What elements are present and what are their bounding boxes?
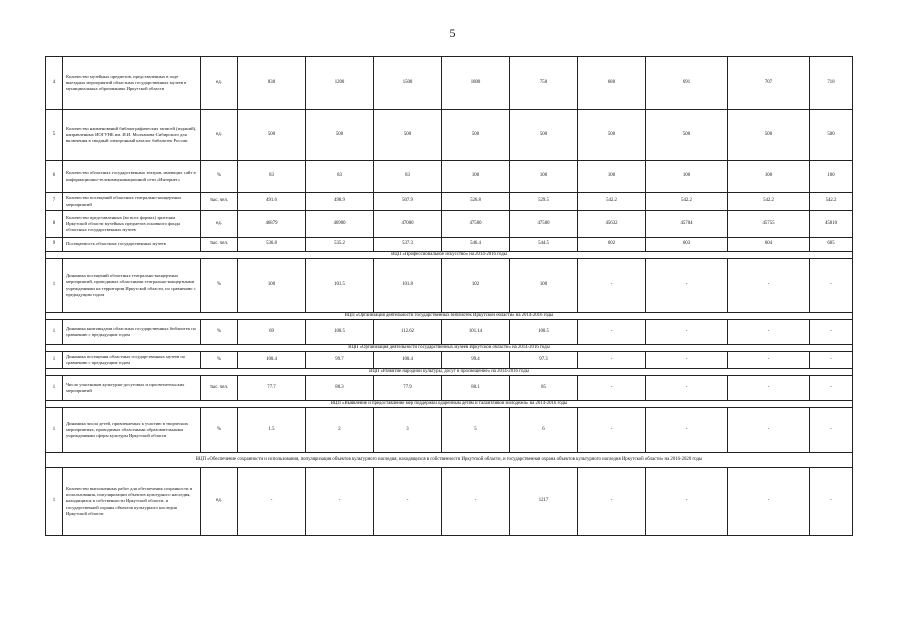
table-body bbox=[46, 57, 853, 536]
value-cell: - bbox=[306, 468, 374, 536]
value-cell: 100 bbox=[442, 161, 510, 193]
value-cell: 602 bbox=[578, 238, 646, 252]
value-cell: 1.5 bbox=[238, 408, 306, 453]
value-cell: - bbox=[810, 259, 853, 313]
value-cell: 80.1 bbox=[442, 376, 510, 401]
value-cell: - bbox=[238, 468, 306, 536]
value-cell: 2 bbox=[306, 408, 374, 453]
value-cell: - bbox=[728, 468, 810, 536]
value-cell: - bbox=[578, 408, 646, 453]
indicator-name: Динамика посещений областных театрально-концертных мероприятий, проводимых областными театрально-концертными учреждениями на территории Иркутской области, по сравнению с предыдущим годом bbox=[63, 259, 201, 313]
value-cell: - bbox=[810, 376, 853, 401]
value-cell: 542.2 bbox=[578, 193, 646, 211]
value-cell: 498.9 bbox=[306, 193, 374, 211]
value-cell: 542.2 bbox=[728, 193, 810, 211]
unit-cell: тыс. чел. bbox=[201, 193, 238, 211]
value-cell: 830 bbox=[238, 57, 306, 110]
value-cell: - bbox=[646, 352, 728, 369]
value-cell: 77.9 bbox=[374, 376, 442, 401]
section-header-row bbox=[46, 369, 853, 376]
section-header-row bbox=[46, 453, 853, 468]
unit-cell: ед. bbox=[201, 468, 238, 536]
table-row bbox=[46, 110, 853, 161]
value-cell: - bbox=[578, 468, 646, 536]
row-number: 1 bbox=[46, 259, 63, 313]
value-cell: - bbox=[646, 408, 728, 453]
indicator-name: Динамика книговыдачи областных государственных библиотек по сравнению с предыдущим годом bbox=[63, 320, 201, 345]
value-cell: - bbox=[442, 468, 510, 536]
value-cell: 500 bbox=[306, 110, 374, 161]
section-title: ВЦП «Организация деятельности государственных библиотек Иркутской области» на 2014-2016 годы bbox=[46, 313, 853, 320]
value-cell: - bbox=[646, 468, 728, 536]
unit-cell: ед. bbox=[201, 211, 238, 238]
value-cell: 491.6 bbox=[238, 193, 306, 211]
value-cell: 6 bbox=[510, 408, 578, 453]
table-row bbox=[46, 376, 853, 401]
value-cell: 80.3 bbox=[306, 376, 374, 401]
value-cell: 500 bbox=[728, 110, 810, 161]
value-cell: 500 bbox=[374, 110, 442, 161]
table-row bbox=[46, 320, 853, 345]
value-cell: 542.2 bbox=[646, 193, 728, 211]
indicator-name: Число участников культурно-досуговых и просветительских мероприятий bbox=[63, 376, 201, 401]
row-number: 1 bbox=[46, 408, 63, 453]
section-header-row bbox=[46, 345, 853, 352]
section-header-row bbox=[46, 401, 853, 408]
value-cell: 83 bbox=[238, 161, 306, 193]
value-cell: 718 bbox=[810, 57, 853, 110]
value-cell: 604 bbox=[728, 238, 810, 252]
value-cell: 100.5 bbox=[306, 320, 374, 345]
section-title: ВЦП «Развитие народной культуры, досуг и просвещение» на 2014-2016 годы bbox=[46, 369, 853, 376]
value-cell: 707 bbox=[728, 57, 810, 110]
indicator-name: Количество выполненных работ для обеспечения сохранности и использования, популяризации объектов культурного наследия, находящихся в собственности Иркутской области, и государственной охраны объектов культурного наследия Иркутской области bbox=[63, 468, 201, 536]
value-cell: 45755 bbox=[728, 211, 810, 238]
page-number: 5 bbox=[449, 26, 456, 40]
value-cell: 100.5 bbox=[510, 320, 578, 345]
table-row bbox=[46, 238, 853, 252]
value-cell: - bbox=[728, 259, 810, 313]
table-row bbox=[46, 57, 853, 110]
value-cell: 99.4 bbox=[442, 352, 510, 369]
value-cell: 546.4 bbox=[442, 238, 510, 252]
value-cell: 101.8 bbox=[374, 259, 442, 313]
value-cell: 535.2 bbox=[306, 238, 374, 252]
unit-cell: тыс. чел. bbox=[201, 238, 238, 252]
value-cell: - bbox=[374, 468, 442, 536]
row-number: 1 bbox=[46, 468, 63, 536]
indicator-name: Динамика посещения областных государственных музеев по сравнению с предыдущим годом bbox=[63, 352, 201, 369]
table-row bbox=[46, 468, 853, 536]
table-row bbox=[46, 259, 853, 313]
value-cell: 100 bbox=[810, 161, 853, 193]
value-cell: 102 bbox=[442, 259, 510, 313]
value-cell: 542.2 bbox=[810, 193, 853, 211]
table-row bbox=[46, 211, 853, 238]
value-cell: - bbox=[810, 408, 853, 453]
value-cell: 605 bbox=[810, 238, 853, 252]
section-header-row bbox=[46, 252, 853, 259]
row-number: 1 bbox=[46, 352, 63, 369]
value-cell: 1800 bbox=[442, 57, 510, 110]
value-cell: 100 bbox=[510, 161, 578, 193]
value-cell: - bbox=[646, 320, 728, 345]
value-cell: 47500 bbox=[510, 211, 578, 238]
value-cell: - bbox=[578, 259, 646, 313]
value-cell: 526.8 bbox=[442, 193, 510, 211]
indicator-name: Динамика числа детей, привлекаемых к участию в творческих мероприятиях, проводимых областными образовательными учреждениями сферы культуры Иркутской области bbox=[63, 408, 201, 453]
value-cell: - bbox=[810, 352, 853, 369]
value-cell: 45810 bbox=[810, 211, 853, 238]
value-cell: 83 bbox=[306, 161, 374, 193]
value-cell: 112.62 bbox=[374, 320, 442, 345]
row-number: 1 bbox=[46, 320, 63, 345]
row-number: 8 bbox=[46, 211, 63, 238]
row-number: 4 bbox=[46, 57, 63, 110]
value-cell: 680 bbox=[578, 57, 646, 110]
value-cell: 603 bbox=[646, 238, 728, 252]
value-cell: 77.7 bbox=[238, 376, 306, 401]
value-cell: 47000 bbox=[374, 211, 442, 238]
value-cell: - bbox=[728, 408, 810, 453]
value-cell: 500 bbox=[578, 110, 646, 161]
value-cell: 3 bbox=[374, 408, 442, 453]
value-cell: 47500 bbox=[442, 211, 510, 238]
value-cell: 46879 bbox=[238, 211, 306, 238]
indicator-name: Посещаемость областных государственных музеев bbox=[63, 238, 201, 252]
value-cell: - bbox=[646, 259, 728, 313]
value-cell: 750 bbox=[510, 57, 578, 110]
value-cell: 529.5 bbox=[510, 193, 578, 211]
indicator-name: Количество представленных (во всех формах) зрителям Иркутской области музейных предметов основного фонда областных государственных музеев bbox=[63, 211, 201, 238]
value-cell: - bbox=[728, 376, 810, 401]
unit-cell: % bbox=[201, 259, 238, 313]
section-title: ВЦП «Организация деятельности государственных музеев Иркутской области» на 2014-2016 годы bbox=[46, 345, 853, 352]
value-cell: 46900 bbox=[306, 211, 374, 238]
section-title: ВЦП «Обеспечение сохранности и использования, популяризация объектов культурного наследия, находящихся в собственности Иркутской области, и государственная охрана объектов культурного наследия Иркутской области» на 2016-2020 годы bbox=[46, 453, 853, 468]
value-cell: 101.14 bbox=[442, 320, 510, 345]
table-row bbox=[46, 408, 853, 453]
value-cell: 100 bbox=[238, 259, 306, 313]
row-number: 9 bbox=[46, 238, 63, 252]
value-cell: 45704 bbox=[646, 211, 728, 238]
value-cell: - bbox=[646, 376, 728, 401]
table-row bbox=[46, 161, 853, 193]
table-row bbox=[46, 352, 853, 369]
value-cell: 69 bbox=[238, 320, 306, 345]
value-cell: 100 bbox=[578, 161, 646, 193]
section-title: ВЦП «Профессиональное искусство» на 2014-2016 годы bbox=[46, 252, 853, 259]
row-number: 7 bbox=[46, 193, 63, 211]
value-cell: 100 bbox=[728, 161, 810, 193]
unit-cell: тыс. чел. bbox=[201, 376, 238, 401]
value-cell: 544.5 bbox=[510, 238, 578, 252]
value-cell: 100 bbox=[646, 161, 728, 193]
value-cell: 500 bbox=[646, 110, 728, 161]
value-cell: 1200 bbox=[306, 57, 374, 110]
indicator-name: Количество наименований библиографических записей (изданий), направленных ИОГУНБ им. И.И. Молчанова-Сибирского для включения в сводный электронный каталог библиотек России bbox=[63, 110, 201, 161]
value-cell: 537.3 bbox=[374, 238, 442, 252]
unit-cell: % bbox=[201, 161, 238, 193]
value-cell: - bbox=[578, 352, 646, 369]
value-cell: 97.3 bbox=[510, 352, 578, 369]
value-cell: 83 bbox=[374, 161, 442, 193]
value-cell: - bbox=[578, 320, 646, 345]
value-cell: 100.4 bbox=[238, 352, 306, 369]
value-cell: 536.8 bbox=[238, 238, 306, 252]
value-cell: - bbox=[728, 352, 810, 369]
indicator-name: Количество областных государственных театров, имеющих сайт в информационно-телекоммуникационной сети «Интернет» bbox=[63, 161, 201, 193]
value-cell: 691 bbox=[646, 57, 728, 110]
value-cell: 101.5 bbox=[306, 259, 374, 313]
row-number: 5 bbox=[46, 110, 63, 161]
value-cell: 85 bbox=[510, 376, 578, 401]
unit-cell: ед. bbox=[201, 110, 238, 161]
value-cell: - bbox=[810, 468, 853, 536]
value-cell: 99.7 bbox=[306, 352, 374, 369]
value-cell: 500 bbox=[442, 110, 510, 161]
value-cell: 1500 bbox=[374, 57, 442, 110]
unit-cell: % bbox=[201, 352, 238, 369]
value-cell: 1217 bbox=[510, 468, 578, 536]
row-number: 1 bbox=[46, 376, 63, 401]
value-cell: - bbox=[578, 376, 646, 401]
indicator-name: Количество музейных предметов, представленных в ходе выездных мероприятий областных государственных музеев в муниципальных образованиях Иркутской области bbox=[63, 57, 201, 110]
value-cell: 100 bbox=[510, 259, 578, 313]
value-cell: - bbox=[728, 320, 810, 345]
indicators-table bbox=[45, 56, 853, 536]
indicator-name: Количество посещений областных театрально-концертных мероприятий bbox=[63, 193, 201, 211]
value-cell: 507.9 bbox=[374, 193, 442, 211]
value-cell: 100.4 bbox=[374, 352, 442, 369]
value-cell: 5 bbox=[442, 408, 510, 453]
unit-cell: ед. bbox=[201, 57, 238, 110]
section-header-row bbox=[46, 313, 853, 320]
value-cell: 500 bbox=[510, 110, 578, 161]
value-cell: 45632 bbox=[578, 211, 646, 238]
unit-cell: % bbox=[201, 408, 238, 453]
section-title: ВЦП «Выявление и предоставление мер поддержки одаренным детям и талантливой молодежи» на 2014-2016 годы bbox=[46, 401, 853, 408]
table-row bbox=[46, 193, 853, 211]
value-cell: 500 bbox=[238, 110, 306, 161]
unit-cell: % bbox=[201, 320, 238, 345]
value-cell: 500 bbox=[810, 110, 853, 161]
row-number: 6 bbox=[46, 161, 63, 193]
value-cell: - bbox=[810, 320, 853, 345]
